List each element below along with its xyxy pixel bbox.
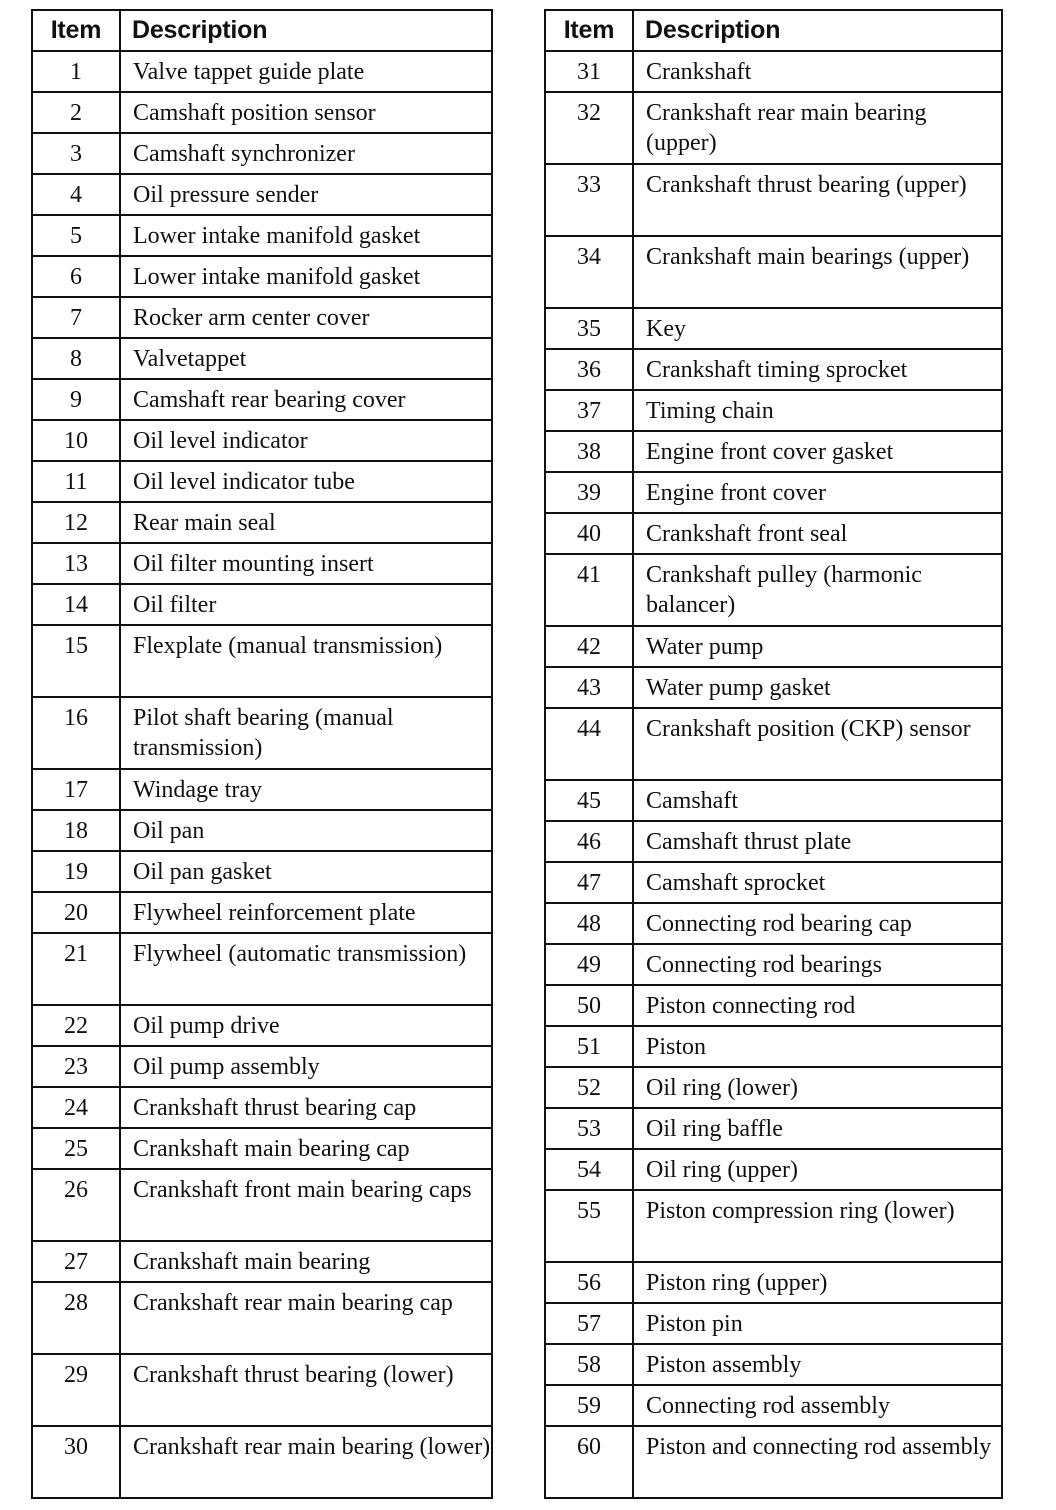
table-row <box>32 1128 492 1169</box>
item-description: Oil level indicator tube <box>120 461 492 502</box>
table-row <box>545 1385 1002 1426</box>
table-row <box>545 985 1002 1026</box>
item-description: Crankshaft front main bearing caps <box>120 1169 492 1241</box>
item-number: 37 <box>545 390 633 431</box>
table-row <box>32 892 492 933</box>
item-number: 35 <box>545 308 633 349</box>
item-description: Rocker arm center cover <box>120 297 492 338</box>
description-column-header: Description <box>120 10 492 51</box>
item-number: 15 <box>32 625 120 697</box>
table-row <box>32 625 492 697</box>
item-number: 28 <box>32 1282 120 1354</box>
item-description: Flexplate (manual transmission) <box>120 625 492 697</box>
item-number: 30 <box>32 1426 120 1498</box>
item-number: 44 <box>545 708 633 780</box>
item-description: Oil ring baffle <box>633 1108 1002 1149</box>
item-number: 14 <box>32 584 120 625</box>
item-number: 8 <box>32 338 120 379</box>
table-row <box>32 1426 492 1498</box>
item-description: Water pump <box>633 626 1002 667</box>
table-row <box>545 92 1002 164</box>
table-row <box>545 513 1002 554</box>
item-description: Crankshaft rear main bearing (upper) <box>633 92 1002 164</box>
table-row <box>32 1046 492 1087</box>
table-row <box>32 256 492 297</box>
item-description: Connecting rod bearing cap <box>633 903 1002 944</box>
item-number: 17 <box>32 769 120 810</box>
item-number: 10 <box>32 420 120 461</box>
table-row <box>32 420 492 461</box>
table-row <box>32 851 492 892</box>
item-number: 12 <box>32 502 120 543</box>
item-number: 51 <box>545 1026 633 1067</box>
item-description: Piston connecting rod <box>633 985 1002 1026</box>
table-row <box>545 1026 1002 1067</box>
item-description: Crankshaft thrust bearing (upper) <box>633 164 1002 236</box>
table-row <box>32 338 492 379</box>
item-description: Crankshaft main bearings (upper) <box>633 236 1002 308</box>
item-description: Crankshaft pulley (harmonic balancer) <box>633 554 1002 626</box>
item-number: 22 <box>32 1005 120 1046</box>
item-number: 16 <box>32 697 120 769</box>
table-row <box>545 1149 1002 1190</box>
item-description: Crankshaft main bearing cap <box>120 1128 492 1169</box>
item-number: 13 <box>32 543 120 584</box>
table-row <box>32 1241 492 1282</box>
table-row <box>545 390 1002 431</box>
item-number: 60 <box>545 1426 633 1498</box>
table-row <box>545 903 1002 944</box>
table-row <box>32 133 492 174</box>
item-number: 7 <box>32 297 120 338</box>
table-row <box>32 174 492 215</box>
table-row <box>545 780 1002 821</box>
item-description: Oil pump assembly <box>120 1046 492 1087</box>
item-description: Crankshaft position (CKP) sensor <box>633 708 1002 780</box>
table-row <box>545 1426 1002 1498</box>
table-row <box>545 667 1002 708</box>
item-number: 9 <box>32 379 120 420</box>
item-number: 1 <box>32 51 120 92</box>
table-row <box>545 821 1002 862</box>
item-description: Connecting rod assembly <box>633 1385 1002 1426</box>
table-row <box>545 236 1002 308</box>
table-row <box>32 1354 492 1426</box>
item-description: Oil ring (lower) <box>633 1067 1002 1108</box>
item-number: 42 <box>545 626 633 667</box>
item-description: Pilot shaft bearing (manual transmission) <box>120 697 492 769</box>
table-row <box>32 1087 492 1128</box>
table-row <box>32 297 492 338</box>
item-description: Oil level indicator <box>120 420 492 461</box>
item-number: 6 <box>32 256 120 297</box>
item-number: 45 <box>545 780 633 821</box>
item-number: 54 <box>545 1149 633 1190</box>
item-description: Crankshaft main bearing <box>120 1241 492 1282</box>
item-description: Piston and connecting rod assembly <box>633 1426 1002 1498</box>
item-description: Oil ring (upper) <box>633 1149 1002 1190</box>
item-number: 46 <box>545 821 633 862</box>
table-row <box>32 1169 492 1241</box>
item-description: Flywheel reinforcement plate <box>120 892 492 933</box>
item-description: Oil pressure sender <box>120 174 492 215</box>
table-row <box>32 215 492 256</box>
item-number: 41 <box>545 554 633 626</box>
table-row <box>545 431 1002 472</box>
item-number: 18 <box>32 810 120 851</box>
table-row <box>32 769 492 810</box>
item-number: 26 <box>32 1169 120 1241</box>
parts-table-right <box>544 9 1003 1499</box>
table-row <box>32 584 492 625</box>
item-column-header: Item <box>545 10 633 51</box>
item-number: 52 <box>545 1067 633 1108</box>
item-description: Valve tappet guide plate <box>120 51 492 92</box>
item-description: Crankshaft thrust bearing cap <box>120 1087 492 1128</box>
table-row <box>545 472 1002 513</box>
item-description: Oil filter mounting insert <box>120 543 492 584</box>
table-row <box>545 1108 1002 1149</box>
table-row <box>545 1344 1002 1385</box>
table-row <box>32 461 492 502</box>
item-description: Crankshaft timing sprocket <box>633 349 1002 390</box>
item-description: Crankshaft <box>633 51 1002 92</box>
item-description: Crankshaft front seal <box>633 513 1002 554</box>
item-number: 48 <box>545 903 633 944</box>
item-description: Crankshaft rear main bearing (lower) <box>120 1426 492 1498</box>
item-description: Oil pan gasket <box>120 851 492 892</box>
table-row <box>32 933 492 1005</box>
item-description: Crankshaft thrust bearing (lower) <box>120 1354 492 1426</box>
item-number: 50 <box>545 985 633 1026</box>
item-number: 11 <box>32 461 120 502</box>
item-description: Camshaft <box>633 780 1002 821</box>
table-row <box>32 697 492 769</box>
table-row <box>545 708 1002 780</box>
item-description: Engine front cover gasket <box>633 431 1002 472</box>
item-description: Camshaft sprocket <box>633 862 1002 903</box>
item-number: 27 <box>32 1241 120 1282</box>
item-description: Oil pan <box>120 810 492 851</box>
item-number: 34 <box>545 236 633 308</box>
table-row <box>32 1005 492 1046</box>
item-description: Windage tray <box>120 769 492 810</box>
item-description: Camshaft thrust plate <box>633 821 1002 862</box>
item-description: Piston compression ring (lower) <box>633 1190 1002 1262</box>
item-number: 31 <box>545 51 633 92</box>
table-row <box>32 543 492 584</box>
item-number: 33 <box>545 164 633 236</box>
item-number: 5 <box>32 215 120 256</box>
item-description: Rear main seal <box>120 502 492 543</box>
item-description: Flywheel (automatic transmission) <box>120 933 492 1005</box>
item-description: Piston ring (upper) <box>633 1262 1002 1303</box>
item-number: 57 <box>545 1303 633 1344</box>
parts-table-left <box>31 9 493 1499</box>
table-row <box>545 554 1002 626</box>
table-row <box>32 379 492 420</box>
table-row <box>545 626 1002 667</box>
item-number: 58 <box>545 1344 633 1385</box>
table-row <box>545 51 1002 92</box>
item-number: 36 <box>545 349 633 390</box>
item-description: Oil pump drive <box>120 1005 492 1046</box>
item-description: Piston pin <box>633 1303 1002 1344</box>
item-number: 55 <box>545 1190 633 1262</box>
table-row <box>32 92 492 133</box>
item-number: 56 <box>545 1262 633 1303</box>
item-number: 4 <box>32 174 120 215</box>
item-number: 21 <box>32 933 120 1005</box>
item-number: 40 <box>545 513 633 554</box>
item-number: 23 <box>32 1046 120 1087</box>
table-row <box>32 51 492 92</box>
item-number: 32 <box>545 92 633 164</box>
table-row <box>545 1190 1002 1262</box>
item-number: 19 <box>32 851 120 892</box>
item-description: Water pump gasket <box>633 667 1002 708</box>
item-description: Lower intake manifold gasket <box>120 215 492 256</box>
item-description: Engine front cover <box>633 472 1002 513</box>
item-description: Lower intake manifold gasket <box>120 256 492 297</box>
table-row <box>32 810 492 851</box>
item-number: 59 <box>545 1385 633 1426</box>
item-column-header: Item <box>32 10 120 51</box>
table-row <box>545 1262 1002 1303</box>
item-description: Piston assembly <box>633 1344 1002 1385</box>
item-description: Crankshaft rear main bearing cap <box>120 1282 492 1354</box>
parts-table-right-body <box>545 51 1002 1498</box>
item-number: 49 <box>545 944 633 985</box>
item-description: Connecting rod bearings <box>633 944 1002 985</box>
item-number: 25 <box>32 1128 120 1169</box>
item-number: 24 <box>32 1087 120 1128</box>
item-description: Key <box>633 308 1002 349</box>
header-row <box>32 10 492 51</box>
parts-table-left-body <box>32 51 492 1498</box>
table-row <box>545 862 1002 903</box>
item-number: 2 <box>32 92 120 133</box>
header-row <box>545 10 1002 51</box>
item-description: Piston <box>633 1026 1002 1067</box>
item-number: 29 <box>32 1354 120 1426</box>
table-row <box>545 1303 1002 1344</box>
description-column-header: Description <box>633 10 1002 51</box>
item-description: Camshaft rear bearing cover <box>120 379 492 420</box>
table-row <box>545 308 1002 349</box>
item-description: Camshaft position sensor <box>120 92 492 133</box>
item-description: Oil filter <box>120 584 492 625</box>
item-description: Timing chain <box>633 390 1002 431</box>
item-number: 20 <box>32 892 120 933</box>
item-number: 3 <box>32 133 120 174</box>
item-description: Valvetappet <box>120 338 492 379</box>
table-row <box>545 1067 1002 1108</box>
table-row <box>545 349 1002 390</box>
table-row <box>545 944 1002 985</box>
table-row <box>32 502 492 543</box>
item-number: 47 <box>545 862 633 903</box>
item-number: 43 <box>545 667 633 708</box>
item-number: 39 <box>545 472 633 513</box>
item-number: 53 <box>545 1108 633 1149</box>
item-number: 38 <box>545 431 633 472</box>
table-row <box>545 164 1002 236</box>
table-row <box>32 1282 492 1354</box>
item-description: Camshaft synchronizer <box>120 133 492 174</box>
